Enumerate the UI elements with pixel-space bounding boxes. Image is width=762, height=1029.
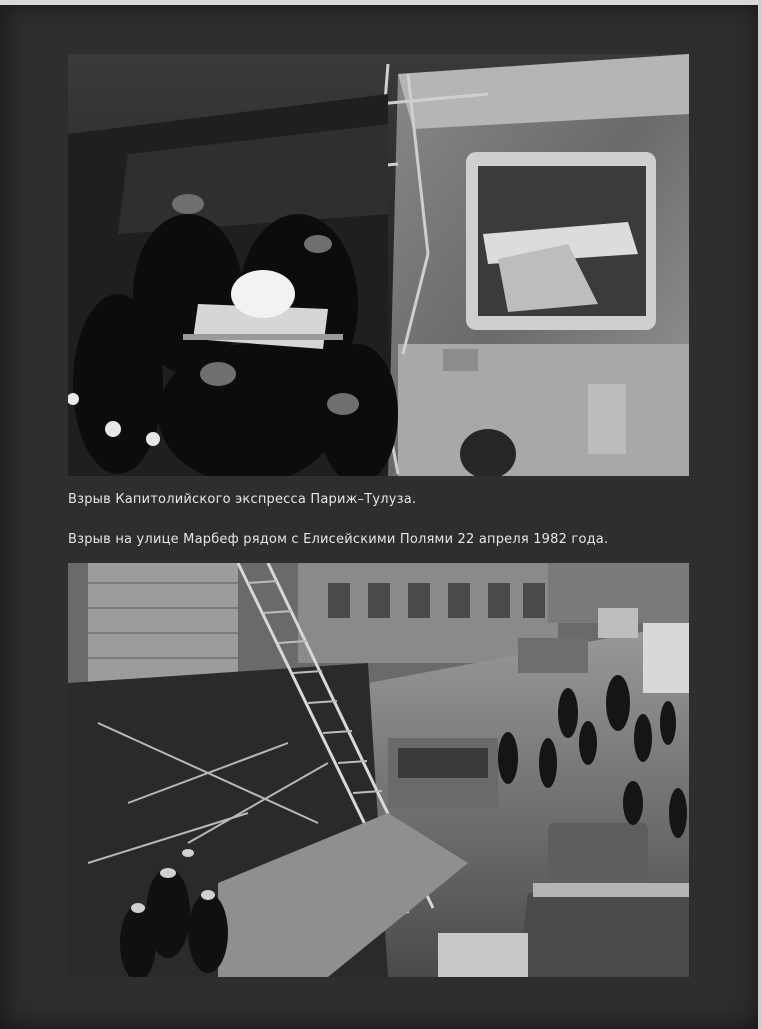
train-wreck-illustration (68, 54, 689, 476)
street-explosion-illustration (68, 563, 689, 977)
page-right-edge (758, 0, 762, 1029)
page-top-edge (0, 0, 762, 5)
caption-train-bombing: Взрыв Капитолийского экспресса Париж–Тулуза. (68, 492, 417, 507)
train-wreck-photo (68, 54, 689, 476)
street-explosion-photo (68, 563, 689, 977)
caption-marbeuf-bombing: Взрыв на улице Марбеф рядом с Елисейскими Полями 22 апреля 1982 года. (68, 532, 609, 547)
